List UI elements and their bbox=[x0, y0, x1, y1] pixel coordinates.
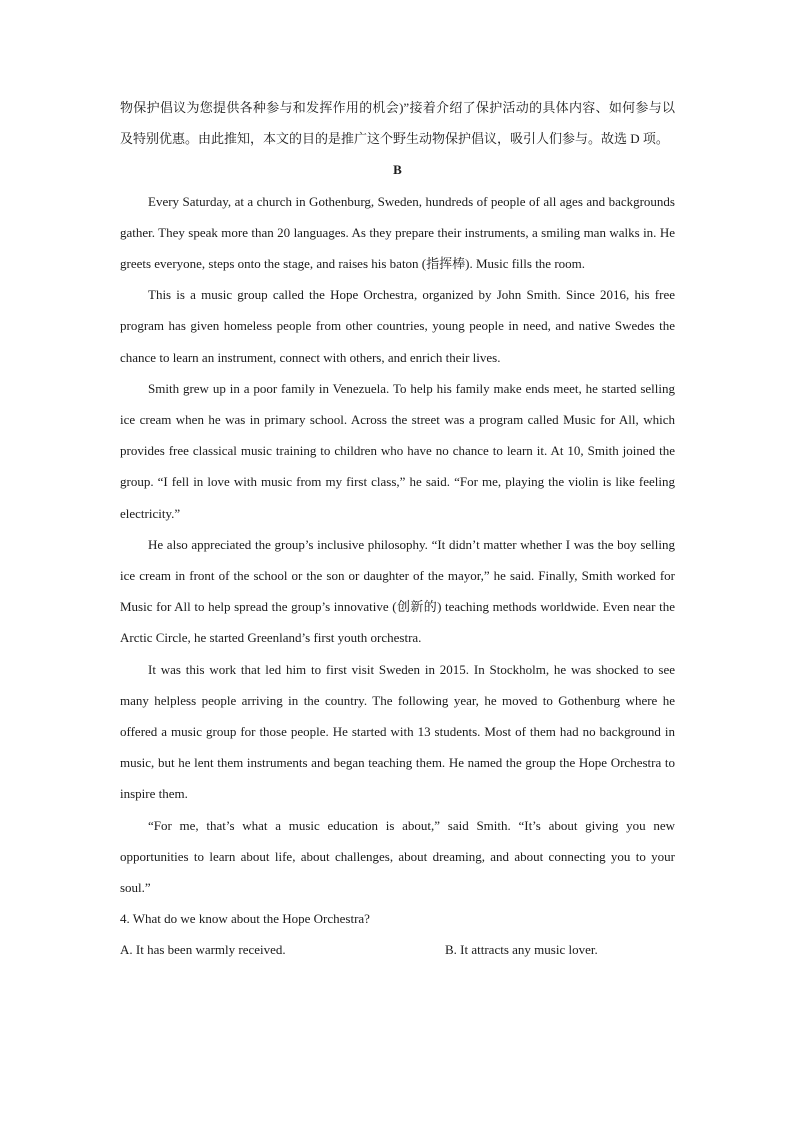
option-b: B. It attracts any music lover. bbox=[445, 942, 598, 958]
body-paragraph: He also appreciated the group’s inclusive philosophy. “It didn’t matter whether I was the boy selling ice cream in front of the school or the son or daughter of the mayor,” he said. Finally, Smith worked for Music for All to help spread the group’s innovative (创新的) teaching methods worldwide. Even near the Arctic Circle, he started Greenland’s first youth orchestra. bbox=[120, 536, 675, 646]
body-paragraph: Every Saturday, at a church in Gothenburg, Sweden, hundreds of people of all ages and backgrounds gather. They speak more than 20 languages. As they prepare their instruments, a smiling man walks in. He greets everyone, steps onto the stage, and raises his baton (指挥棒). Music fills the room. bbox=[120, 193, 675, 272]
body-paragraph: “For me, that’s what a music education is about,” said Smith. “It’s about giving you new opportunities to learn about life, about challenges, about dreaming, and about connecting you to your soul.” bbox=[120, 817, 675, 896]
intro-paragraph: 物保护倡议为您提供各种参与和发挥作用的机会)”接着介绍了保护活动的具体内容、如何参与以及特别优惠。由此推知，本文的目的是推广这个野生动物保护倡议，吸引人们参与。故选 D 项。 bbox=[120, 100, 675, 147]
section-title: B bbox=[393, 162, 402, 178]
option-a: A. It has been warmly received. bbox=[120, 942, 286, 958]
body-paragraph: It was this work that led him to first visit Sweden in 2015. In Stockholm, he was shocked to see many helpless people arriving in the country. The following year, he moved to Gothenburg where he offered a music group for those people. He started with 13 students. Most of them had no background in music, but he lent them instruments and began teaching them. He named the group the Hope Orchestra to inspire them. bbox=[120, 661, 675, 802]
answer-options bbox=[120, 934, 675, 965]
body-paragraph: Smith grew up in a poor family in Venezuela. To help his family make ends meet, he started selling ice cream when he was in primary school. Across the street was a program called Music for All, which provides free classical music training to children who have no chance to learn it. At 10, Smith joined the group. “I fell in love with music from my first class,” he said. “For me, playing the violin is like feeling electricity.” bbox=[120, 380, 675, 521]
document-page bbox=[120, 92, 675, 966]
question-stem: 4. What do we know about the Hope Orchestra? bbox=[120, 911, 370, 927]
body-paragraph: This is a music group called the Hope Orchestra, organized by John Smith. Since 2016, his free program has given homeless people from other countries, young people in need, and native Swedes the chance to learn an instrument, connect with others, and enrich their lives. bbox=[120, 287, 675, 365]
